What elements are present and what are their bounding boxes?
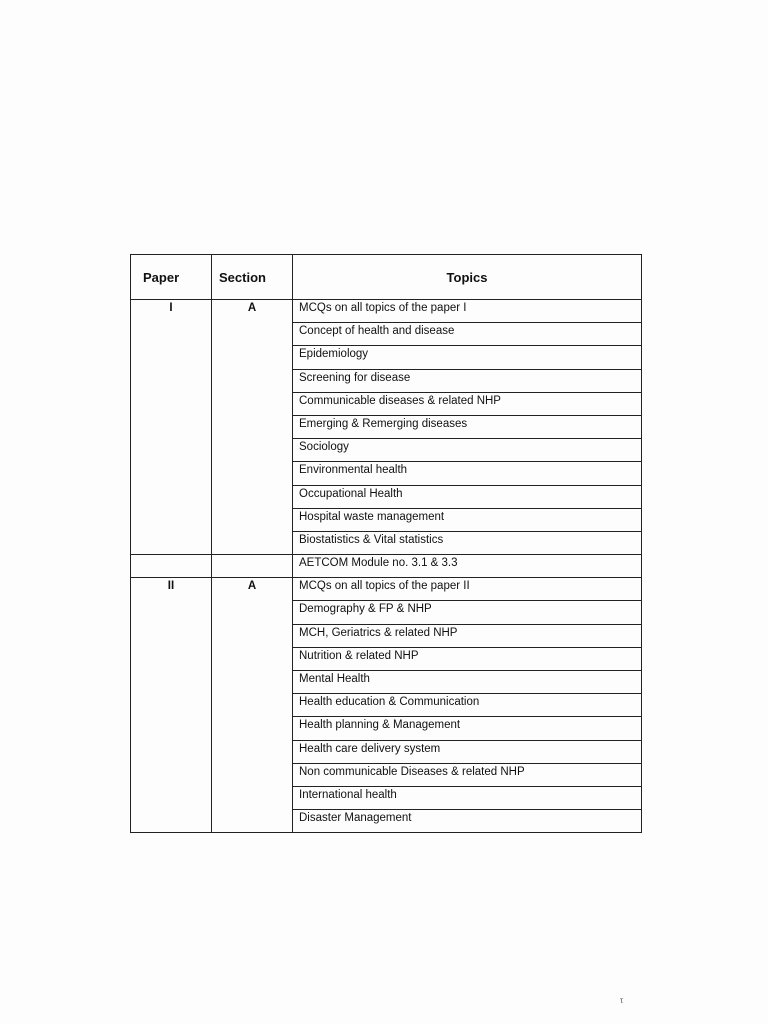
section-cell	[212, 555, 293, 578]
table-row	[131, 555, 642, 578]
topic-cell: MCQs on all topics of the paper II	[293, 578, 642, 601]
table-row	[131, 578, 642, 601]
topic-cell: Health care delivery system	[293, 740, 642, 763]
paper-cell	[131, 555, 212, 578]
section-cell: A	[212, 578, 293, 833]
topic-cell: Sociology	[293, 439, 642, 462]
topic-cell: Mental Health	[293, 671, 642, 694]
topic-cell: Screening for disease	[293, 369, 642, 392]
paper-cell: II	[131, 578, 212, 833]
topic-cell: Hospital waste management	[293, 508, 642, 531]
paper-cell: I	[131, 300, 212, 555]
page-footer-mark: τ	[620, 996, 624, 1005]
topic-cell: Disaster Management	[293, 810, 642, 833]
header-section: Section	[212, 255, 293, 300]
header-topics: Topics	[293, 255, 642, 300]
topic-cell: Nutrition & related NHP	[293, 647, 642, 670]
topic-cell: MCQs on all topics of the paper I	[293, 300, 642, 323]
topic-cell: Epidemiology	[293, 346, 642, 369]
topic-cell: Health education & Communication	[293, 694, 642, 717]
topic-cell: Health planning & Management	[293, 717, 642, 740]
syllabus-table	[130, 254, 642, 833]
topic-cell: International health	[293, 786, 642, 809]
topic-cell: Emerging & Remerging diseases	[293, 415, 642, 438]
header-paper: Paper	[131, 255, 212, 300]
topic-cell: Non communicable Diseases & related NHP	[293, 763, 642, 786]
topic-cell: Biostatistics & Vital statistics	[293, 531, 642, 554]
topic-cell: Environmental health	[293, 462, 642, 485]
topic-cell: AETCOM Module no. 3.1 & 3.3	[293, 555, 642, 578]
topic-cell: Demography & FP & NHP	[293, 601, 642, 624]
table-header-row	[131, 255, 642, 300]
table-row	[131, 300, 642, 323]
table-body	[131, 300, 642, 833]
section-cell: A	[212, 300, 293, 555]
topic-cell: Communicable diseases & related NHP	[293, 392, 642, 415]
topic-cell: MCH, Geriatrics & related NHP	[293, 624, 642, 647]
topic-cell: Occupational Health	[293, 485, 642, 508]
topic-cell: Concept of health and disease	[293, 323, 642, 346]
